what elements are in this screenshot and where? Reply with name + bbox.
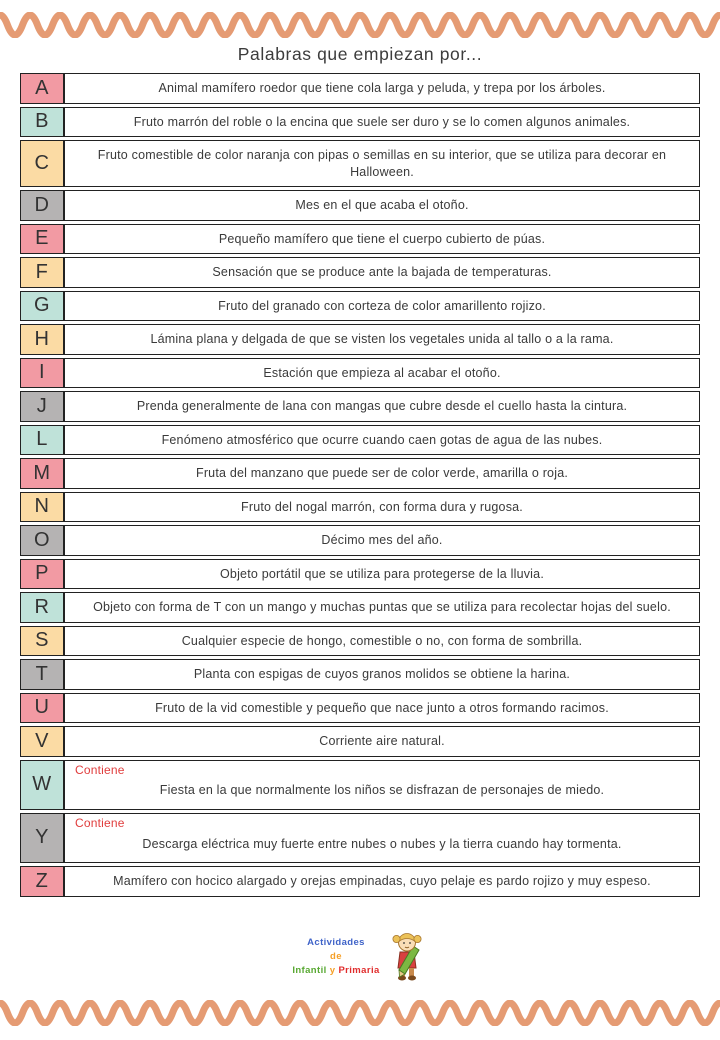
clue-cell (64, 592, 700, 623)
clue-cell (64, 257, 700, 288)
clue-cell (64, 492, 700, 523)
table-row (20, 358, 700, 389)
letter-cell: O (20, 525, 64, 556)
clue-cell (64, 693, 700, 724)
table-row (20, 559, 700, 590)
clue-text: Fruto de la vid comestible y pequeño que nace junto a otros formando racimos. (155, 700, 609, 715)
clue-text: Sensación que se produce ante la bajada de temperaturas. (212, 265, 552, 279)
clue-cell (64, 324, 700, 355)
letter-cell: A (20, 73, 64, 104)
table-row (20, 73, 700, 104)
logo-line-3b: y (329, 964, 336, 976)
clue-cell (64, 358, 700, 389)
table-row (20, 107, 700, 138)
clue-text: Fruto marrón del roble o la encina que suele ser duro y se lo comen algunos animales. (133, 114, 631, 129)
letter-cell: J (20, 391, 64, 422)
contiene-label: Contiene (75, 762, 125, 777)
clue-text: Décimo mes del año. (321, 533, 443, 547)
table-row (20, 813, 700, 863)
words-table (20, 70, 700, 900)
clue-cell (64, 559, 700, 590)
letter-cell: B (20, 107, 64, 138)
clue-text: Corriente aire natural. (319, 734, 445, 748)
logo-mascot-icon (386, 932, 428, 982)
letter-cell: L (20, 425, 64, 456)
logo-line-2: de (330, 951, 342, 963)
clue-text: Animal mamífero roedor que tiene cola larga y peluda, y trepa por los árboles. (158, 81, 606, 95)
top-wave-border (0, 12, 720, 38)
clue-cell (64, 140, 700, 187)
clue-text: Fruto del granado con corteza de color amarillento rojizo. (218, 298, 546, 313)
table-row (20, 140, 700, 187)
table-row (20, 492, 700, 523)
letter-cell: F (20, 257, 64, 288)
contiene-label: Contiene (75, 815, 125, 830)
clue-cell (64, 73, 700, 104)
clue-text: Fruta del manzano que puede ser de color verde, amarilla o roja. (195, 466, 569, 480)
clue-text: Fruto comestible de color naranja con pipas o semillas en su interior, que se utiliza para decorar en Halloween. (97, 148, 667, 179)
clue-text: Descarga eléctrica muy fuerte entre nubes o nubes y la tierra cuando hay tormenta. (142, 836, 622, 851)
table-row (20, 760, 700, 810)
clue-cell (64, 107, 700, 138)
letter-cell: M (20, 458, 64, 489)
clue-text: Prenda generalmente de lana con mangas que cubre desde el cuello hasta la cintura. (136, 399, 628, 413)
table-row (20, 391, 700, 422)
table-row (20, 458, 700, 489)
letter-cell: V (20, 726, 64, 757)
letter-cell: G (20, 291, 64, 322)
clue-cell (64, 190, 700, 221)
clue-text: Objeto con forma de T con un mango y muchas puntas que se utiliza para recolectar hojas del suelo. (93, 600, 671, 614)
table-row (20, 525, 700, 556)
clue-cell (64, 425, 700, 456)
clue-cell (64, 525, 700, 556)
table-row (20, 592, 700, 623)
letter-cell: D (20, 190, 64, 221)
logo-line-3 (292, 964, 379, 978)
clue-cell (64, 659, 700, 690)
letter-cell: P (20, 559, 64, 590)
letter-cell: N (20, 492, 64, 523)
table-row (20, 291, 700, 322)
letter-cell: C (20, 140, 64, 187)
clue-text: Pequeño mamífero que tiene el cuerpo cubierto de púas. (218, 231, 546, 246)
clue-cell (64, 626, 700, 657)
table-row (20, 659, 700, 690)
clue-cell (64, 458, 700, 489)
clue-text: Fiesta en la que normalmente los niños se disfrazan de personajes de miedo. (159, 783, 605, 798)
table-row (20, 425, 700, 456)
table-row (20, 626, 700, 657)
table-row (20, 224, 700, 255)
clue-cell (64, 391, 700, 422)
table-row (20, 190, 700, 221)
clue-text: Cualquier especie de hongo, comestible o no, con forma de sombrilla. (181, 633, 583, 648)
page-title: Palabras que empiezan por... (237, 44, 483, 64)
clue-cell (64, 224, 700, 255)
logo-line-3a: Infantil (292, 964, 327, 976)
letter-cell: T (20, 659, 64, 690)
clue-text: Estación que empieza al acabar el otoño. (263, 365, 501, 380)
letter-cell: S (20, 626, 64, 657)
clue-text: Fruto del nogal marrón, con forma dura y rugosa. (241, 499, 523, 514)
clue-cell (64, 866, 700, 897)
letter-cell: H (20, 324, 64, 355)
letter-cell: Z (20, 866, 64, 897)
logo-line-3c: Primaria (338, 964, 380, 976)
table-row (20, 726, 700, 757)
clue-text: Mes en el que acaba el otoño. (295, 198, 469, 212)
clue-text: Mamífero con hocico alargado y orejas empinadas, cuyo pelaje es pardo rojizo y muy espeso. (113, 874, 651, 889)
clue-text: Lámina plana y delgada de que se visten los vegetales unida al tallo o a la rama. (150, 332, 614, 346)
clue-cell (64, 726, 700, 757)
clue-cell (64, 760, 700, 810)
letter-cell: U (20, 693, 64, 724)
clue-text: Objeto portátil que se utiliza para protegerse de la lluvia. (220, 566, 544, 581)
publisher-logo (0, 932, 720, 982)
letter-cell: Y (20, 813, 64, 863)
logo-line-1: Actividades (307, 937, 365, 949)
clue-text: Fenómeno atmosférico que ocurre cuando caen gotas de agua de las nubes. (161, 432, 603, 447)
table-row (20, 693, 700, 724)
letter-cell: R (20, 592, 64, 623)
table-row (20, 866, 700, 897)
logo-text (292, 936, 379, 977)
letter-cell: E (20, 224, 64, 255)
clue-cell (64, 813, 700, 863)
clue-cell (64, 291, 700, 322)
letter-cell: W (20, 760, 64, 810)
bottom-wave-border (0, 1000, 720, 1026)
clue-text: Planta con espigas de cuyos granos molidos se obtiene la harina. (193, 667, 571, 681)
table-row (20, 257, 700, 288)
table-row (20, 324, 700, 355)
letter-cell: I (20, 358, 64, 389)
